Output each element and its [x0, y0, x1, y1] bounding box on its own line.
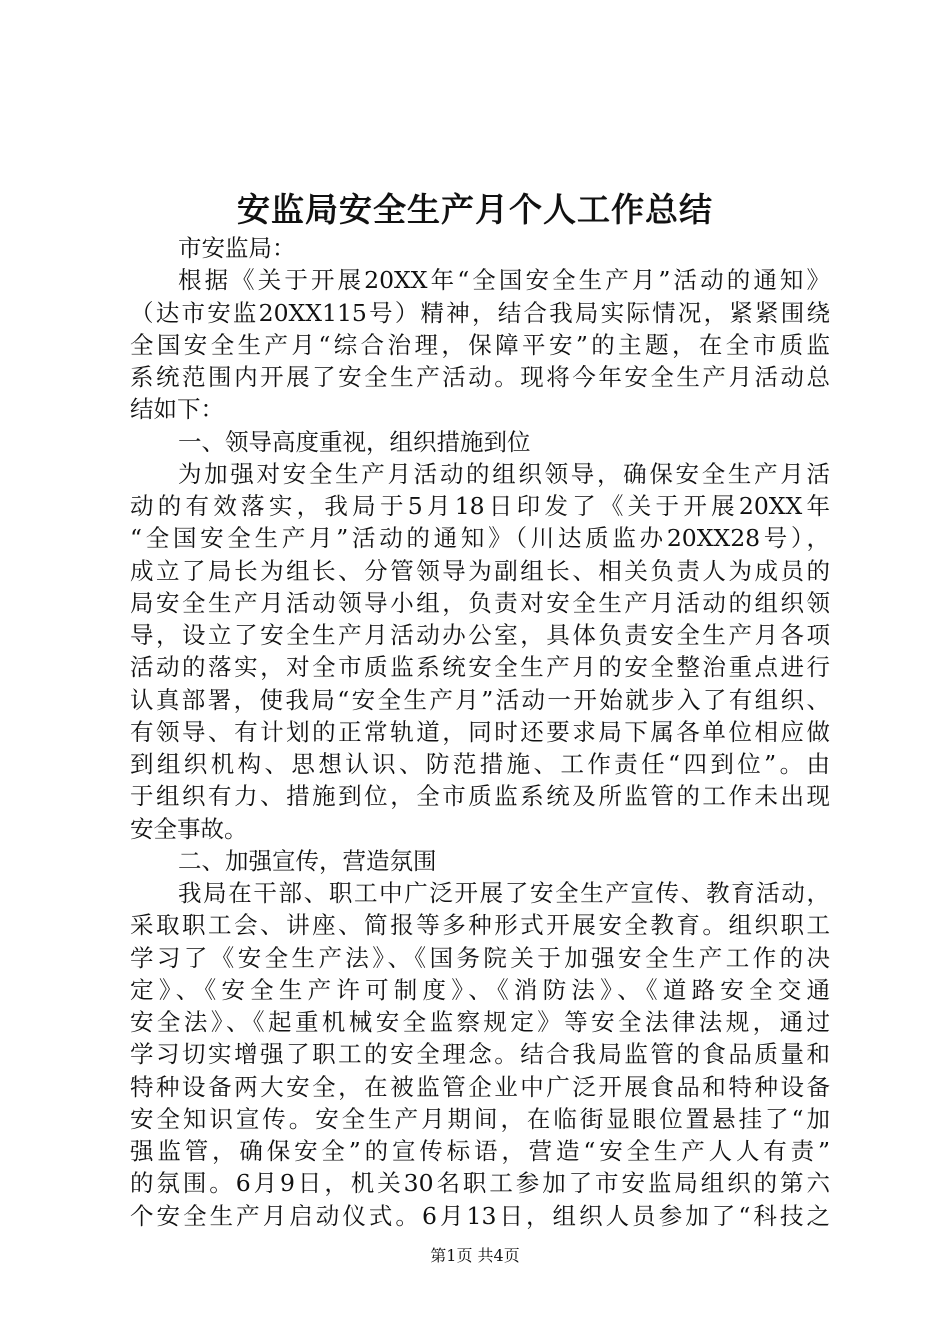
body-line: 到组织机构、思想认识、防范措施、工作责任“四到位”。由: [130, 750, 830, 778]
body-line: 有领导、有计划的正常轨道，同时还要求局下属各单位相应做: [130, 718, 830, 746]
document-title: 安监局安全生产月个人工作总结: [237, 190, 713, 229]
body-line: 为加强对安全生产月活动的组织领导，确保安全生产月活: [178, 460, 830, 488]
body-line: 系统范围内开展了安全生产活动。现将今年安全生产月活动总: [130, 363, 830, 391]
body-line: 安全法》、《起重机械安全监察规定》等安全法律法规，通过: [130, 1008, 830, 1036]
body-line: 成立了局长为组长、分管领导为副组长、相关负责人为成员的: [130, 557, 830, 585]
body-line: 导，设立了安全生产月活动办公室，具体负责安全生产月各项: [130, 621, 830, 649]
body-line: （达市安监20XX115号）精神，结合我局实际情况，紧紧围绕: [130, 299, 830, 327]
body-line: 我局在干部、职工中广泛开展了安全生产宣传、教育活动，: [178, 879, 830, 907]
body-line: 安全知识宣传。安全生产月期间，在临街显眼位置悬挂了“加: [130, 1105, 830, 1133]
body-line: 市安监局：: [178, 234, 296, 262]
body-line: 于组织有力、措施到位，全市质监系统及所监管的工作未出现: [130, 782, 830, 810]
section-heading: 二、加强宣传，营造氛围: [178, 847, 437, 875]
body-line: 安全事故。: [130, 815, 248, 843]
body-line: 的氛围。6月9日，机关30名职工参加了市安监局组织的第六: [130, 1169, 830, 1197]
body-line: “全国安全生产月”活动的通知》（川达质监办20XX28号），: [130, 524, 830, 552]
body-line: 活动的落实，对全市质监系统安全生产月的安全整治重点进行: [130, 653, 830, 681]
body-line: 定》、《安全生产许可制度》、《消防法》、《道路安全交通: [130, 976, 830, 1004]
body-line: 学习切实增强了职工的安全理念。结合我局监管的食品质量和: [130, 1040, 830, 1068]
body-line: 学习了《安全生产法》、《国务院关于加强安全生产工作的决: [130, 944, 830, 972]
body-line: 认真部署，使我局“安全生产月”活动一开始就步入了有组织、: [130, 686, 830, 714]
section-heading: 一、领导高度重视，组织措施到位: [178, 428, 531, 456]
body-line: 结如下：: [130, 395, 224, 423]
body-line: 全国安全生产月“综合治理，保障平安”的主题，在全市质监: [130, 331, 830, 359]
body-line: 局安全生产月活动领导小组，负责对安全生产月活动的组织领: [130, 589, 830, 617]
body-line: 根据《关于开展20XX年“全国安全生产月”活动的通知》: [178, 266, 830, 294]
body-line: 个安全生产月启动仪式。6月13日，组织人员参加了“科技之: [130, 1202, 830, 1230]
body-line: 强监管，确保安全”的宣传标语，营造“安全生产人人有责”: [130, 1137, 830, 1165]
body-line: 采取职工会、讲座、简报等多种形式开展安全教育。组织职工: [130, 911, 830, 939]
body-line: 特种设备两大安全，在被监管企业中广泛开展食品和特种设备: [130, 1073, 830, 1101]
body-line: 动的有效落实，我局于5月18日印发了《关于开展20XX年: [130, 492, 830, 520]
page-footer: 第1页 共4页: [430, 1246, 520, 1265]
